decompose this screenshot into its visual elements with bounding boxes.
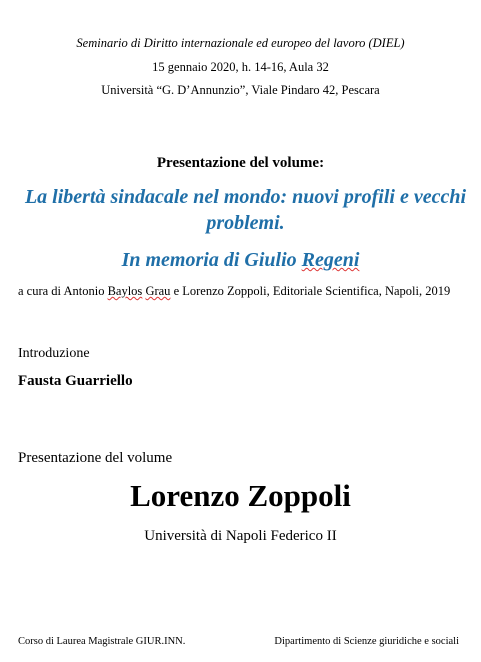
dedication-name: Regeni xyxy=(301,249,360,271)
intro-speaker: Fausta Guarriello xyxy=(18,373,133,389)
book-curators xyxy=(18,283,466,300)
dedication-prefix: In memoria di Giulio xyxy=(121,249,302,271)
curator-surname-1: Baylos xyxy=(107,284,143,298)
presentation-label: Presentazione del volume xyxy=(18,450,173,466)
intro-label: Introduzione xyxy=(18,346,90,361)
event-address: Università “G. D’Annunzio”, Viale Pindaro 42, Pescara xyxy=(101,83,380,97)
footer-department: Dipartimento di Scienze giuridiche e sociali xyxy=(274,636,459,647)
presentation-heading: Presentazione del volume: xyxy=(156,155,325,171)
book-dedication xyxy=(0,249,481,272)
speaker-affiliation: Università di Napoli Federico II xyxy=(144,528,337,544)
footer-course: Corso di Laurea Magistrale GIUR.INN. xyxy=(18,636,186,647)
event-date: 15 gennaio 2020, h. 14-16, Aula 32 xyxy=(152,60,329,74)
speaker-name: Lorenzo Zoppoli xyxy=(130,478,351,513)
curator-surname-2: Grau xyxy=(145,284,171,298)
curators-suffix: e Lorenzo Zoppoli, Editoriale Scientifica, Napoli, 2019 xyxy=(170,284,451,298)
seminar-title: Seminario di Diritto internazionale ed europeo del lavoro (DIEL) xyxy=(76,36,405,50)
book-title: La libertà sindacale nel mondo: nuovi profili e vecchi problemi. xyxy=(24,186,467,234)
curators-prefix: a cura di Antonio xyxy=(18,284,108,298)
